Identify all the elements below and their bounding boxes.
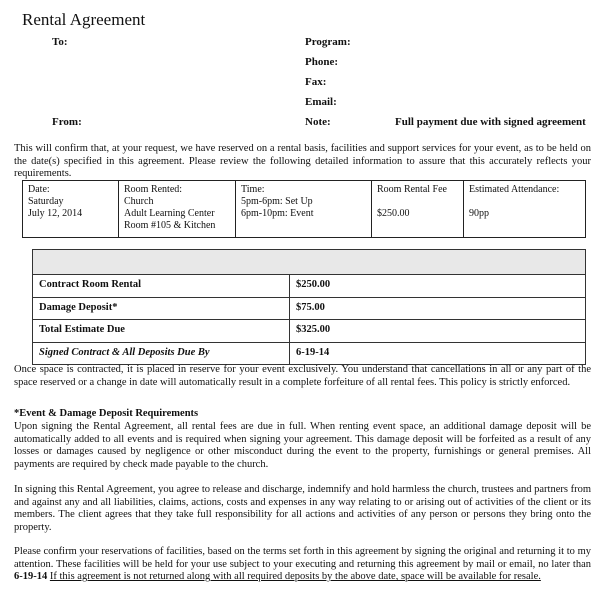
deposit-paragraph: Upon signing the Rental Agreement, all rental fees are due in full. When renting event space, an additional damage deposit will be automatically added to all events and is required when signing your agreement. This damage deposit will be forfeited as a result of any losses or damages caused by negligence or other misconduct during the event to the property, furnishings or general premises. All payments are required by check made payable to the church. (14, 421, 591, 470)
room-line-1: Church (124, 196, 154, 207)
summary-value: $250.00 (296, 279, 331, 290)
summary-header-band (33, 250, 585, 275)
note-label: Note: (305, 116, 331, 128)
fee-value: $250.00 (377, 208, 410, 219)
phone-label: Phone: (305, 56, 338, 68)
attendance-value: 90pp (469, 208, 489, 219)
time-label: Time: (241, 184, 265, 195)
fax-label: Fax: (305, 76, 327, 88)
attendance-cell (464, 181, 583, 237)
note-value: Full payment due with signed agreement (395, 116, 586, 128)
date-cell (23, 181, 119, 237)
indemnify-paragraph: In signing this Rental Agreement, you agree to release and discharge, indemnify and hold harmless the church, trustees and partners from and against any and all liabilities, claims, actions, costs and expenses in any way relating to or arising out of activities of the client or its members. The client agrees that they take full responsibility for all actions and activities of any person or persons they bring onto the property. (14, 484, 591, 533)
summary-row (33, 275, 585, 298)
program-label: Program: (305, 36, 351, 48)
date-label: Date: (28, 184, 50, 195)
from-label: From: (52, 116, 82, 128)
event-details-table (22, 180, 586, 238)
summary-value: $325.00 (296, 324, 331, 335)
summary-value: $75.00 (296, 301, 325, 313)
summary-row (33, 320, 585, 343)
confirm-warning: If this agreement is not returned along with all required deposits by the above date, space will be available for resale. (49, 571, 541, 583)
date-day: Saturday (28, 196, 64, 207)
summary-label: Total Estimate Due (33, 320, 290, 342)
time-line-1: 5pm-6pm: Set Up (241, 196, 313, 207)
confirm-paragraph (14, 546, 591, 584)
confirm-text: Please confirm your reservations of facilities, based on the terms set forth in this agreement by signing the original and returning it to my attention. These facilities will be held for your use subject to your executing and returning this agreement by mail or email, no later than (14, 546, 591, 570)
cost-summary-table (32, 249, 586, 365)
summary-label: Signed Contract & All Deposits Due By (33, 343, 290, 365)
attendance-label: Estimated Attendance: (469, 184, 560, 195)
summary-label: Damage Deposit* (33, 298, 290, 320)
summary-row (33, 343, 585, 365)
email-label: Email: (305, 96, 337, 108)
summary-value: 6-19-14 (296, 346, 330, 358)
time-line-2: 6pm-10pm: Event (241, 208, 314, 219)
room-label: Room Rented: (124, 184, 183, 195)
document-title: Rental Agreement (22, 10, 146, 29)
room-line-3: Room #105 & Kitchen (124, 220, 216, 231)
to-label: To: (52, 36, 68, 48)
room-line-2: Adult Learning Center (124, 208, 215, 219)
fee-label: Room Rental Fee (377, 184, 447, 195)
deposit-heading: *Event & Damage Deposit Requirements (14, 408, 199, 419)
summary-label: Contract Room Rental (33, 275, 290, 297)
reserve-paragraph: Once space is contracted, it is placed in reserve for your event exclusively. You understand that cancellations in all or any part of the space reserved or a change in date will automatically result in a complete forfeiture of all rental fees. This policy is strictly enforced. (14, 364, 591, 388)
summary-row (33, 298, 585, 321)
fee-cell (372, 181, 464, 237)
time-cell (236, 181, 372, 237)
intro-paragraph: This will confirm that, at your request, we have reserved on a rental basis, facilities and support services for your event, as to be held on the date(s) specified in this agreement. Please review the following detailed information to assure that this accurately reflects your requirements. (14, 143, 591, 180)
confirm-date: 6-19-14 (14, 571, 48, 583)
date-value: July 12, 2014 (28, 208, 83, 219)
room-cell (119, 181, 236, 237)
